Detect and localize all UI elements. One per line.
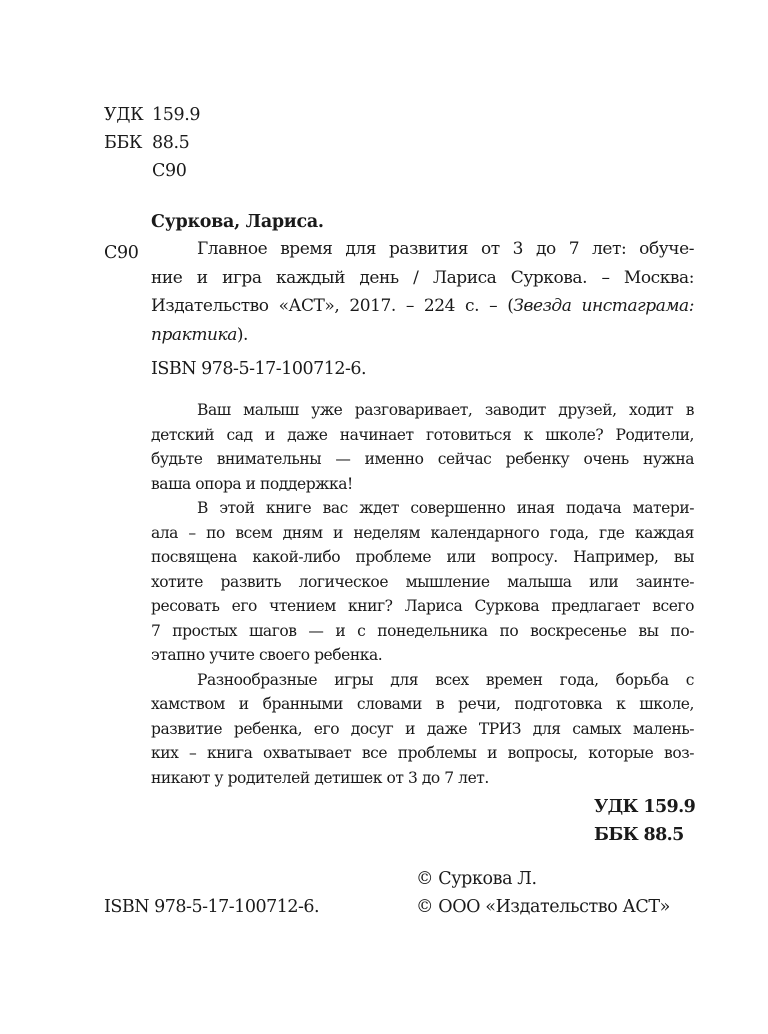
annotation-line: будьте внимательны — именно сейчас ребенку очень нужна — [151, 450, 694, 468]
biblio-line: ние и игра каждый день / Лариса Суркова. – Москва: — [151, 267, 694, 288]
biblio-line: Издательство «АСТ», 2017. – 224 с. – (Звезда инстаграма: — [151, 296, 694, 316]
annotation-line: этапно учите своего ребенка. — [151, 646, 383, 664]
annotation-line: Ваш малыш уже разговаривает, заводит друзей, ходит в — [197, 401, 694, 419]
bibliographic-record — [151, 235, 694, 349]
udk-row — [104, 101, 200, 129]
bbk-label: ББК — [104, 133, 143, 153]
footer-udk: УДК 159.9 — [594, 797, 696, 817]
biblio-author-code: С90 — [104, 243, 139, 263]
bbk-value: 88.5 — [152, 133, 190, 153]
annotation-line: ваша опора и поддержка! — [151, 474, 353, 493]
series-subtitle: практика — [151, 324, 237, 345]
series-title: Звезда инстаграма: — [513, 296, 694, 316]
annotation-line: ресовать его чтением книг? Лариса Суркова предлагает всего — [151, 597, 694, 615]
annotation-line: ких – книга охватывает все проблемы и вопросы, которые воз- — [151, 744, 694, 762]
annotation-paragraph — [151, 668, 694, 791]
bbk-row — [104, 129, 189, 157]
annotation-line: 7 простых шагов — и с понедельника по воскресенье вы по- — [151, 621, 694, 640]
annotation-paragraph — [151, 496, 694, 668]
annotation-line: никают у родителей детишек от 3 до 7 лет. — [151, 768, 489, 787]
annotation-line: ала – по всем дням и неделям календарного года, где каждая — [151, 523, 694, 542]
annotation-line: Разнообразные игры для всех времен года, борьба с — [197, 670, 694, 689]
annotation-line: детский сад и даже начинает готовиться к школе? Родители, — [151, 425, 694, 444]
annotation-line: В этой книге вас ждет совершенно иная подача матери- — [197, 499, 694, 517]
annotation — [151, 398, 694, 790]
biblio-line: Главное время для развития от 3 до 7 лет: обуче- — [197, 239, 694, 259]
biblio-line: практика). — [151, 324, 249, 345]
annotation-paragraph — [151, 398, 694, 496]
footer-bbk: ББК 88.5 — [594, 825, 684, 845]
annotation-line: посвящена какой-либо проблеме или вопросу. Например, вы — [151, 548, 694, 566]
isbn-bottom: ISBN 978-5-17-100712-6. — [104, 897, 320, 917]
author-code-row — [104, 157, 186, 185]
isbn-top: ISBN 978-5-17-100712-6. — [151, 359, 367, 379]
copyright-author: © Суркова Л. — [416, 869, 537, 889]
copyright-publisher: © ООО «Издательство АСТ» — [416, 897, 670, 917]
annotation-line: хотите развить логическое мышление малыша или заинте- — [151, 572, 694, 591]
udk-label: УДК — [104, 105, 144, 125]
author-code: С90 — [152, 161, 187, 181]
udk-value: 159.9 — [152, 105, 201, 125]
annotation-line: развитие ребенка, его досуг и даже ТРИЗ для самых малень- — [151, 719, 694, 738]
annotation-line: хамством и бранными словами в речи, подготовка к школе, — [151, 695, 694, 713]
author-heading: Суркова, Лариса. — [151, 212, 324, 232]
